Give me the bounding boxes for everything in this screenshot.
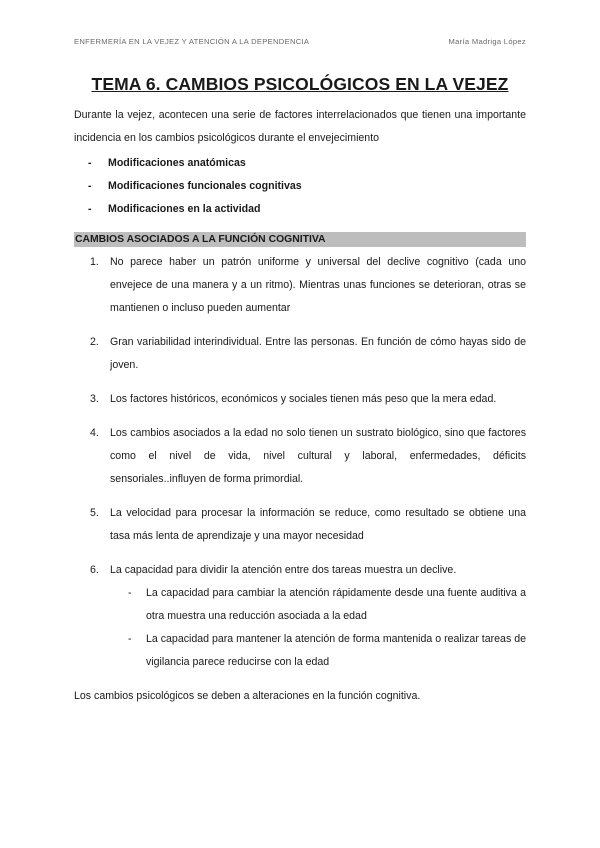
document-body	[74, 104, 526, 719]
item-text: No parece haber un patrón uniforme y universal del declive cognitivo (cada uno envejece de una manera y a un ritmo). Mientras unas funciones se deterioran, otras se mantienen o incluso pueden aumentar	[110, 256, 526, 314]
running-header	[74, 37, 526, 46]
item-number: 2.	[90, 336, 99, 348]
list-item	[74, 502, 526, 548]
sub-list	[110, 582, 526, 674]
item-text: La capacidad para dividir la atención entre dos tareas muestra un declive.	[110, 564, 457, 576]
list-item	[74, 559, 526, 674]
list-item	[74, 388, 526, 411]
header-author: María Madriga López	[448, 37, 526, 46]
list-item: - Modificaciones funcionales cognitivas	[74, 175, 526, 198]
item-text: Los factores históricos, económicos y sociales tienen más peso que la mera edad.	[110, 393, 497, 405]
item-number: 1.	[90, 256, 99, 268]
closing-paragraph: Los cambios psicológicos se deben a alteraciones en la función cognitiva.	[74, 690, 421, 702]
list-item	[74, 422, 526, 491]
sub-list-item: - La capacidad para mantener la atención de forma mantenida o realizar tareas de vigilancia parece reducirse con la edad	[110, 628, 526, 674]
sub-list-item: - La capacidad para cambiar la atención rápidamente desde una fuente auditiva a otra muestra una reducción asociada a la edad	[110, 582, 526, 628]
intro-paragraph: Durante la vejez, acontecen una serie de factores interrelacionados que tienen una importante incidencia en los cambios psicológicos durante el envejecimiento	[74, 109, 526, 144]
item-number: 6.	[90, 564, 99, 576]
header-course-title: ENFERMERÍA EN LA VEJEZ Y ATENCIÓN A LA DEPENDENCIA	[74, 37, 310, 46]
item-number: 5.	[90, 507, 99, 519]
list-item: - Modificaciones en la actividad	[74, 198, 526, 221]
modifications-list	[74, 152, 526, 221]
item-number: 3.	[90, 393, 99, 405]
section-heading: CAMBIOS ASOCIADOS A LA FUNCIÓN COGNITIVA	[74, 232, 526, 247]
cognitive-changes-list	[74, 251, 526, 674]
page-title: TEMA 6. CAMBIOS PSICOLÓGICOS EN LA VEJEZ	[91, 74, 509, 94]
item-text: Gran variabilidad interindividual. Entre las personas. En función de cómo hayas sido de joven.	[110, 336, 526, 371]
list-item	[74, 331, 526, 377]
item-text: Los cambios asociados a la edad no solo tienen un sustrato biológico, sino que factores como el nivel de vida, nivel cultural y laboral, enfermedades, déficits sensoriales..influyen de forma primordial.	[110, 427, 526, 485]
item-number: 4.	[90, 427, 99, 439]
item-text: La velocidad para procesar la información se reduce, como resultado se obtiene una tasa más lenta de aprendizaje y una mayor necesidad	[110, 507, 526, 542]
list-item	[74, 251, 526, 320]
list-item: - Modificaciones anatómicas	[74, 152, 526, 175]
